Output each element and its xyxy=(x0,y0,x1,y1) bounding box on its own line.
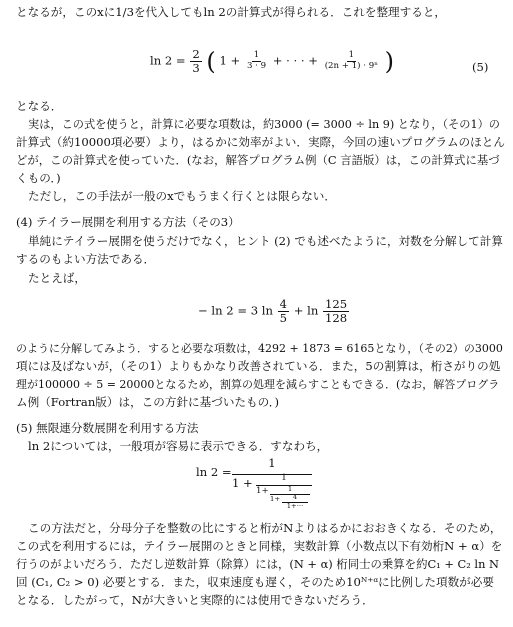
decomp-f2-den: 128 xyxy=(325,310,348,325)
text-line: 行うのがよいだろう．ただし逆数計算（除算）には，(N + α) 桁同士の乗算を約C₁ + C₂ ln N xyxy=(16,557,499,571)
eq5-coef-den: 3 xyxy=(192,60,200,75)
text-line: 回 (C₁, C₂ > 0) 必要とする．また，収束速度も遅く，そのため10ᴺ⁺ᵅに比例した項数が必要 xyxy=(16,575,494,589)
eq5-one: 1 + xyxy=(219,53,241,68)
text-line: 実は，この式を使うと，計算に必要な項数は，約3000 (= 3000 ÷ ln 9) となり，（その1）の xyxy=(28,118,500,131)
text-line: となるが，このxに1/3を代入してもln 2の計算式が得られる．これを整理すると， xyxy=(16,5,447,19)
section-heading: (4) テイラー展開を利用する方法（その3） xyxy=(16,215,240,229)
cf-d3: 1+ xyxy=(270,495,281,503)
text-line: この式を利用するには，テイラー展開のときと同様，実数計算（小数点以下有効桁N + α）を xyxy=(16,539,503,553)
decomp-f1-num: 4 xyxy=(279,297,288,311)
eq5-tn-den: (2n + 1) · 9ⁿ xyxy=(324,60,378,71)
text-line: ln 2については，一般項が容易に表示できる．すなわち， xyxy=(28,439,329,453)
text-line: となる．したがって，Nが大きいと実際的には使用できないだろう． xyxy=(16,593,374,607)
cf-lhs: ln 2 = xyxy=(196,465,232,479)
text-line: 項には及ばないが，（その1）よりもかなり改善されている．また，5の割算は，桁さがりの処 xyxy=(16,359,501,373)
left-paren: ( xyxy=(206,47,216,76)
eq5-t1-num: 1 xyxy=(253,50,260,61)
cf-d2: 1+ xyxy=(256,486,269,496)
text-line: ム例（Fortran版）は，この方針に基づいたもの．) xyxy=(16,395,280,409)
equation-decomposition xyxy=(198,298,350,325)
cf-n2: 1 xyxy=(281,473,287,483)
section-heading: (5) 無限連分数展開を利用する方法 xyxy=(16,421,199,435)
decomp-frac2 xyxy=(323,298,349,325)
eq5-termn xyxy=(323,51,380,71)
text-line: たとえば， xyxy=(28,271,86,285)
cf-d4: 1+··· xyxy=(286,502,304,510)
text-line: この方法だと，分母分子を整数の比にすると桁がNよりはるかにおおきくなる．そのため， xyxy=(28,521,502,535)
cf-d1: 1 + xyxy=(232,476,253,490)
text-line: ただし，この手法が一般のxでもうまく行くとは限らない． xyxy=(28,189,336,203)
eq5-term1 xyxy=(245,51,268,71)
decomp-f1-den: 5 xyxy=(279,310,288,325)
eq5-tn-num: 1 xyxy=(348,50,355,61)
text-line: のように分解してみよう．すると必要な項数は，4292 + 1873 = 6165となり，（その2）の3000 xyxy=(16,342,503,355)
decomp-frac1 xyxy=(278,298,289,325)
text-line: 計算式（約10000項必要）より，はるかに効率がよい．実際，今回の速いプログラムのほとん xyxy=(16,135,505,149)
text-line: 理が100000 ÷ 5 = 20000となるため，割算の処理を減らすこともできる．(なお，解答プログラ xyxy=(16,378,500,391)
text-line: どが，この計算式を使っていた．(なお，解答プログラム例（C 言語版）は，この計算式に基づ xyxy=(16,153,500,167)
right-paren: ) xyxy=(384,47,394,76)
equation-number: (5) xyxy=(472,60,489,74)
cf-n3: 1 xyxy=(287,485,293,493)
eq5-dots: + · · · + xyxy=(272,53,318,68)
eq5-t1-den: 3 · 9 xyxy=(246,60,267,71)
text-line: くもの．) xyxy=(16,171,61,185)
text-line: となる． xyxy=(16,99,63,113)
cf-n1: 1 xyxy=(268,456,276,470)
decomp-f2-num: 125 xyxy=(325,297,348,311)
text-line: するのもよい方法である． xyxy=(16,252,156,266)
decomp-lhs: − ln 2 = 3 ln xyxy=(198,303,273,318)
text-line: 単純にテイラー展開を使うだけでなく，ヒント (2) でも述べたように，対数を分解して計算 xyxy=(28,234,503,248)
decomp-mid: + ln xyxy=(293,303,319,318)
equation-5 xyxy=(150,48,394,75)
cf-n4: 4 xyxy=(292,493,298,501)
eq5-lhs: ln 2 = xyxy=(150,53,186,68)
eq5-coef-num: 2 xyxy=(192,47,200,61)
eq5-coefficient xyxy=(190,48,201,75)
